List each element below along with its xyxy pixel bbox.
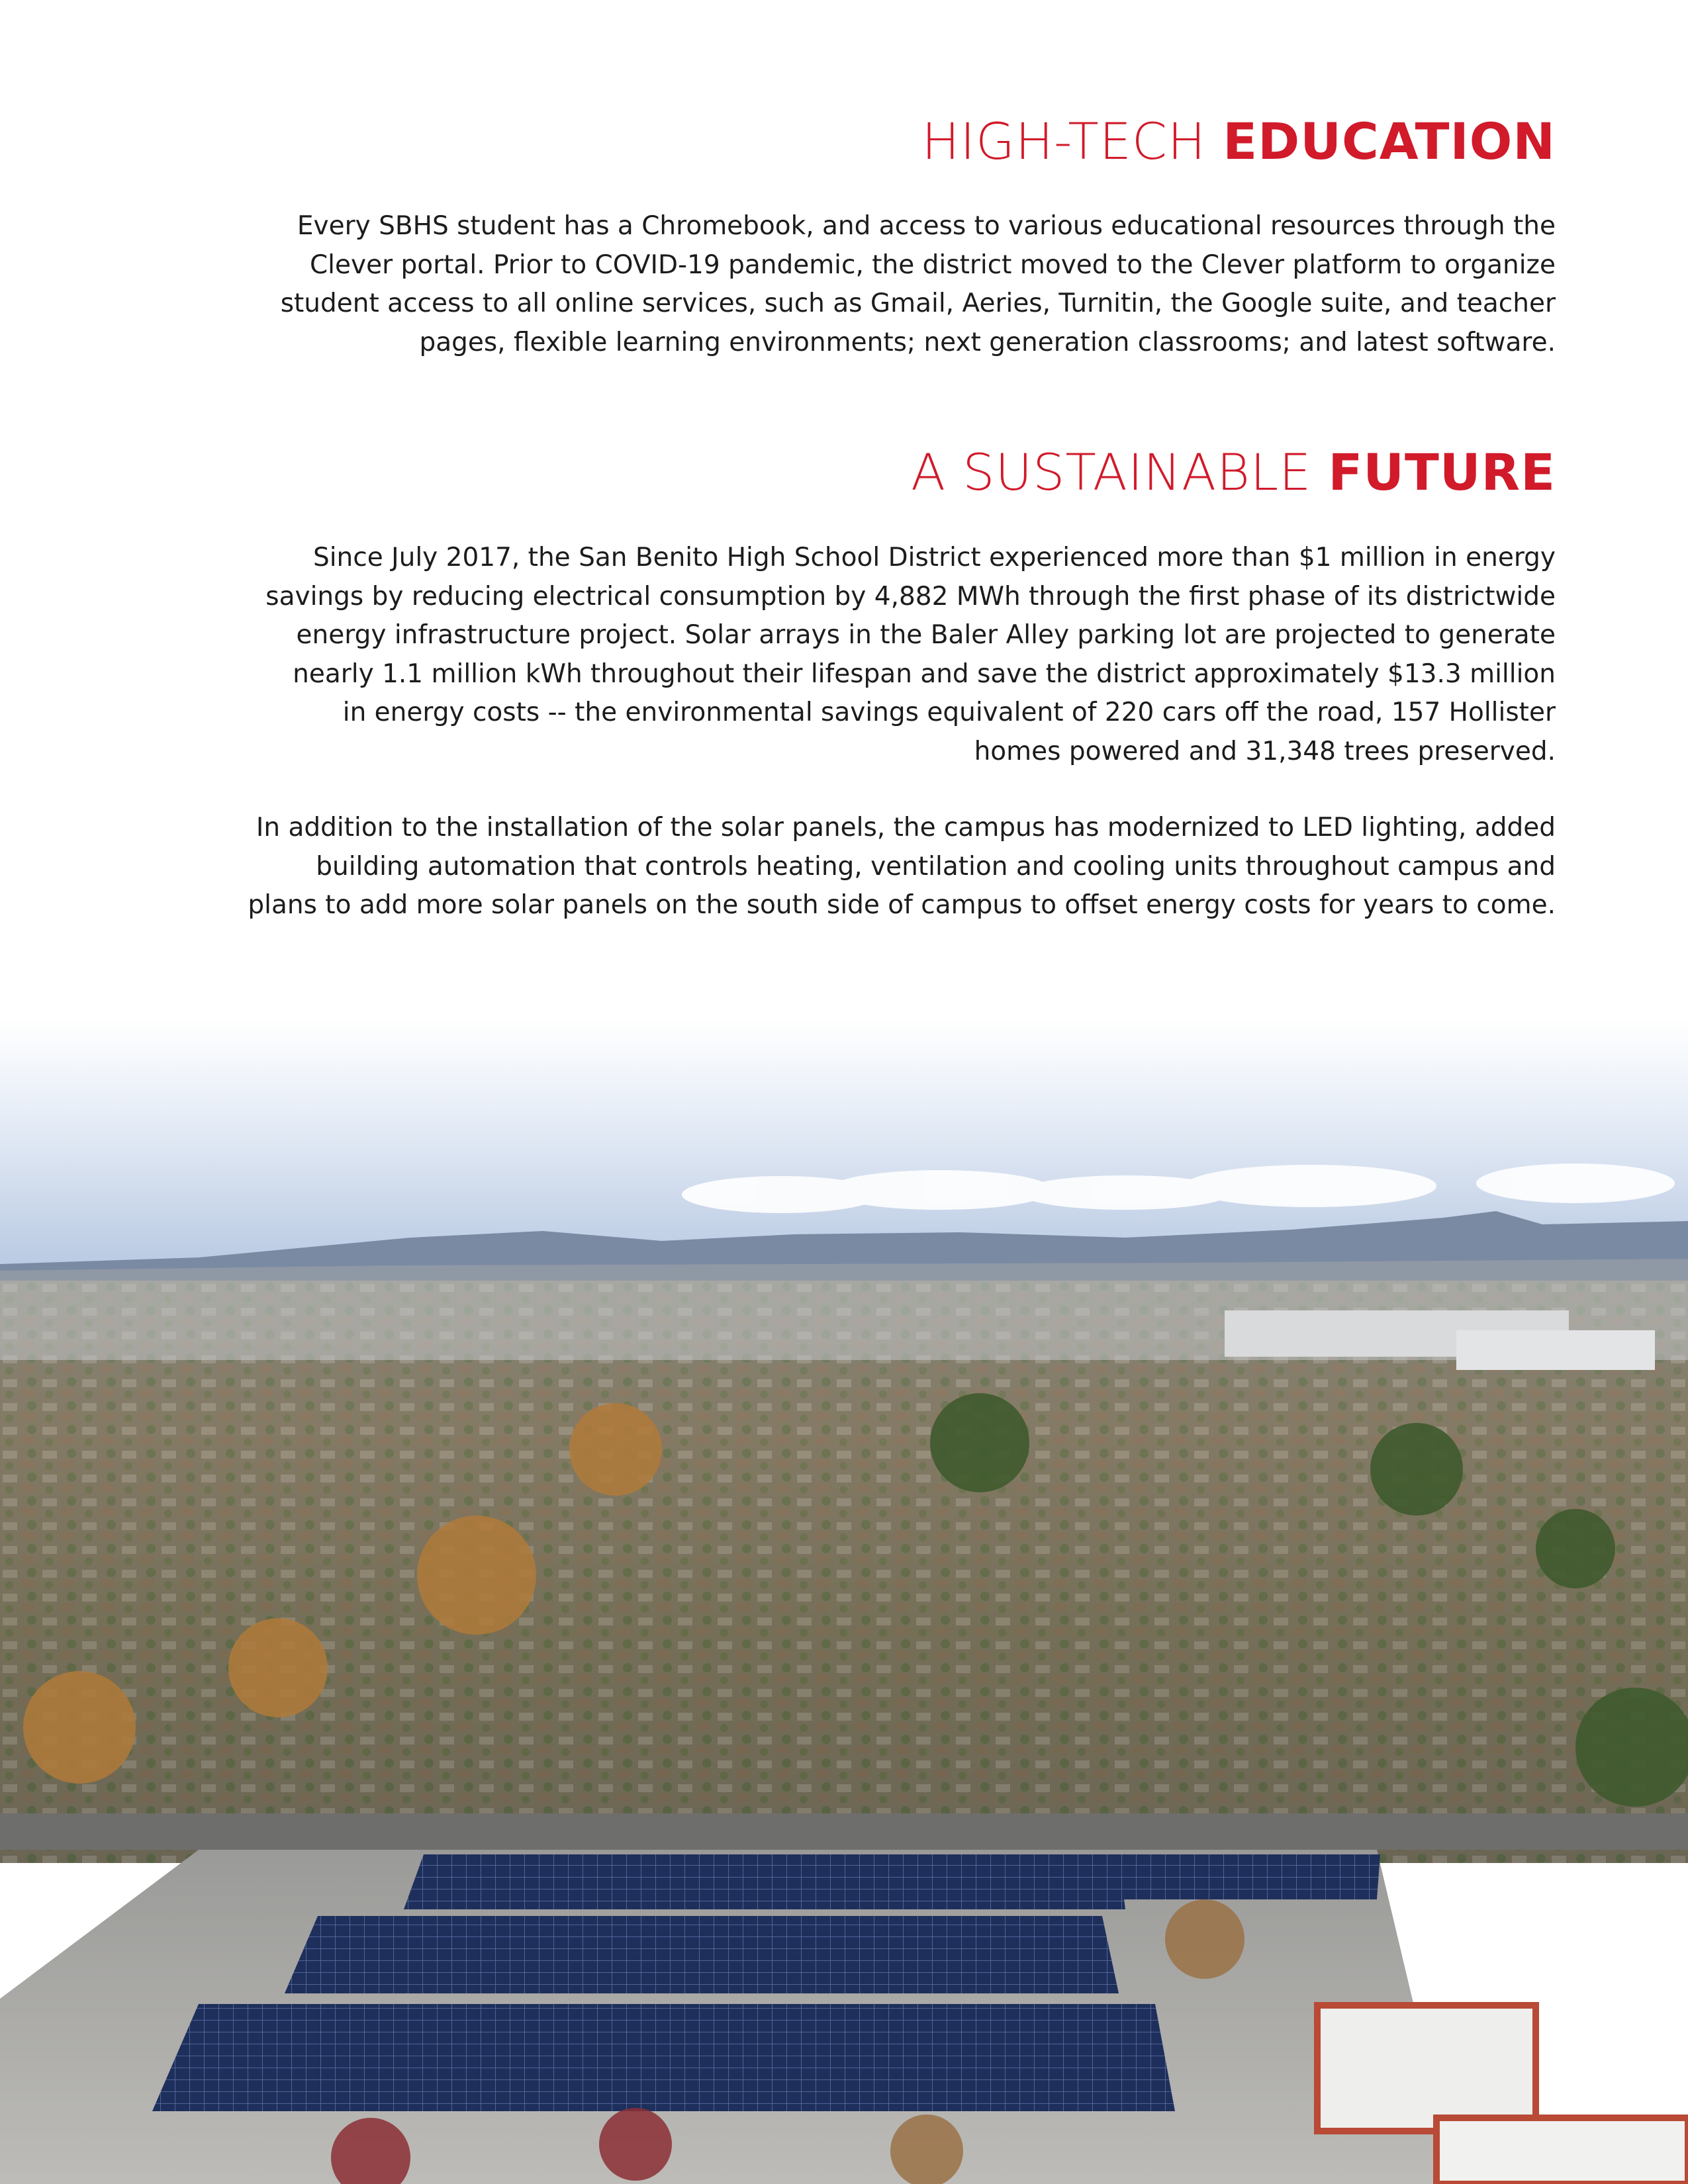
sustainability-paragraph-2: [126, 809, 1556, 925]
title-light-part: A SUSTAINABLE: [911, 443, 1329, 502]
section-title-high-tech-education: [921, 112, 1556, 171]
text-line: nearly 1.1 million kWh throughout their lifespan and save the district approximately $13.3 million: [293, 659, 1556, 689]
text-line: pages, flexible learning environments; next generation classrooms; and latest software.: [419, 327, 1556, 357]
text-line: energy infrastructure project. Solar arrays in the Baler Alley parking lot are projected to generate: [296, 620, 1556, 650]
sustainability-paragraph-1: [126, 539, 1556, 771]
text-line: Clever portal. Prior to COVID-19 pandemic, the district moved to the Clever platform to organize: [309, 250, 1556, 280]
text-line: student access to all online services, such as Gmail, Aeries, Turnitin, the Google suite, and teacher: [280, 289, 1556, 318]
text-line: in energy costs -- the environmental savings equivalent of 220 cars off the road, 157 Hollister: [342, 698, 1556, 727]
education-paragraph: [126, 207, 1556, 362]
aerial-campus-photo: [0, 1019, 1688, 2184]
text-line: Since July 2017, the San Benito High School District experienced more than $1 million in energy: [312, 543, 1556, 572]
title-bold-part: EDUCATION: [1223, 112, 1556, 171]
title-light-part: HIGH-TECH: [921, 112, 1223, 171]
title-bold-part: FUTURE: [1328, 443, 1556, 502]
aerial-photo-illustration: [0, 1019, 1688, 2184]
text-line: savings by reducing electrical consumption by 4,882 MWh through the first phase of its districtwide: [265, 581, 1556, 612]
text-line: building automation that controls heating, ventilation and cooling units throughout campus and: [316, 851, 1556, 882]
text-line: Every SBHS student has a Chromebook, and access to various educational resources through the: [297, 211, 1556, 241]
text-line: In addition to the installation of the solar panels, the campus has modernized to LED lighting, added: [256, 813, 1556, 842]
text-line: plans to add more solar panels on the south side of campus to offset energy costs for years to come.: [248, 890, 1556, 920]
section-title-sustainable-future: [911, 443, 1556, 502]
text-line: homes powered and 31,348 trees preserved.: [974, 736, 1556, 766]
